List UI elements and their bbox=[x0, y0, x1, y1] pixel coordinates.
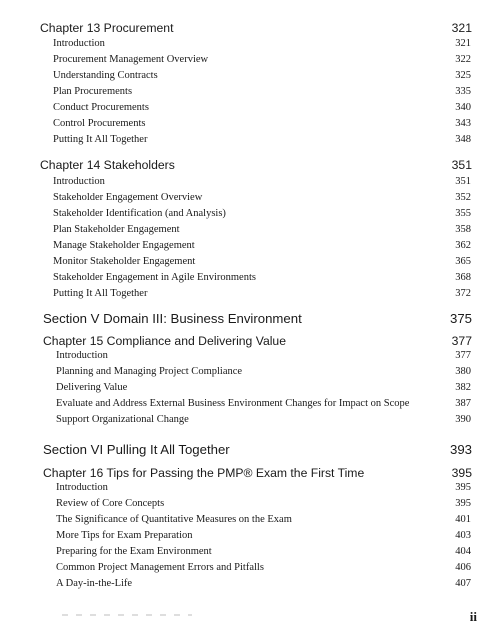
toc-entry[interactable] bbox=[53, 224, 471, 235]
toc-entry[interactable] bbox=[56, 398, 471, 409]
toc-title: Plan Stakeholder Engagement bbox=[53, 224, 180, 235]
toc-chapter-heading[interactable] bbox=[43, 334, 472, 348]
toc-page-number: 321 bbox=[451, 21, 472, 35]
toc-page-number: 382 bbox=[455, 382, 471, 393]
toc-page-number: 375 bbox=[449, 311, 472, 326]
toc-title: Plan Procurements bbox=[53, 86, 133, 97]
toc-page-number: 407 bbox=[455, 578, 471, 589]
toc-title: Stakeholder Engagement in Agile Environments bbox=[53, 272, 256, 283]
toc-page-number: 403 bbox=[455, 530, 471, 541]
toc-title: Preparing for the Exam Environment bbox=[56, 546, 212, 557]
footer-smudge bbox=[62, 614, 192, 616]
toc-title: Delivering Value bbox=[56, 382, 128, 393]
toc-entry[interactable] bbox=[56, 514, 471, 525]
toc-title: Planning and Managing Project Compliance bbox=[56, 366, 243, 377]
toc-chapter-heading[interactable] bbox=[40, 21, 472, 35]
toc-page-number: 358 bbox=[455, 224, 471, 235]
toc-title: Monitor Stakeholder Engagement bbox=[53, 256, 196, 267]
toc-title: Section V Domain III: Business Environment bbox=[43, 311, 302, 326]
toc-entry[interactable] bbox=[56, 578, 471, 589]
toc-page-number: 351 bbox=[451, 158, 472, 172]
toc-entry[interactable] bbox=[53, 272, 471, 283]
toc-page-number: 387 bbox=[455, 398, 471, 409]
toc-entry[interactable] bbox=[53, 288, 471, 299]
toc-page-number: 343 bbox=[455, 118, 471, 129]
toc-entry[interactable] bbox=[53, 38, 471, 49]
toc-title: Introduction bbox=[56, 482, 108, 493]
page-number: ii bbox=[469, 609, 477, 624]
toc-entry[interactable] bbox=[53, 86, 471, 97]
toc-entry[interactable] bbox=[53, 118, 471, 129]
toc-title: Stakeholder Engagement Overview bbox=[53, 192, 203, 203]
toc-page-number: 325 bbox=[455, 70, 471, 81]
toc-section-heading[interactable] bbox=[43, 311, 472, 326]
toc-title: Section VI Pulling It All Together bbox=[43, 442, 230, 457]
toc-title: Putting It All Together bbox=[53, 288, 148, 299]
toc-page-number: 390 bbox=[455, 414, 471, 425]
toc-entry[interactable] bbox=[56, 350, 471, 361]
toc-entry[interactable] bbox=[53, 176, 471, 187]
toc-title: Review of Core Concepts bbox=[56, 498, 165, 509]
toc-title: The Significance of Quantitative Measures on the Exam bbox=[56, 514, 292, 525]
toc-page-number: 395 bbox=[455, 482, 471, 493]
toc-entry[interactable] bbox=[53, 208, 471, 219]
toc-entry[interactable] bbox=[56, 562, 471, 573]
toc-section-heading[interactable] bbox=[43, 442, 472, 457]
toc-page-number: 377 bbox=[455, 350, 471, 361]
toc-title: Chapter 13 Procurement bbox=[40, 21, 174, 35]
toc-title: Evaluate and Address External Business Environment Changes for Impact on Scope bbox=[56, 398, 410, 409]
toc-title: Stakeholder Identification (and Analysis) bbox=[53, 208, 226, 219]
toc-page-number: 404 bbox=[455, 546, 471, 557]
toc-title: Support Organizational Change bbox=[56, 414, 189, 425]
toc-title: Introduction bbox=[56, 350, 108, 361]
toc-entry[interactable] bbox=[53, 102, 471, 113]
toc-entry[interactable] bbox=[56, 482, 471, 493]
toc-chapter-heading[interactable] bbox=[43, 466, 472, 480]
toc-title: Control Procurements bbox=[53, 118, 146, 129]
toc-page-number: 365 bbox=[455, 256, 471, 267]
toc-entry[interactable] bbox=[56, 498, 471, 509]
toc-entry[interactable] bbox=[53, 134, 471, 145]
toc-entry[interactable] bbox=[56, 366, 471, 377]
toc-title: Introduction bbox=[53, 176, 105, 187]
toc-page-number: 321 bbox=[455, 38, 471, 49]
toc-entry[interactable] bbox=[56, 546, 471, 557]
toc-entry[interactable] bbox=[53, 192, 471, 203]
toc-entry[interactable] bbox=[56, 382, 471, 393]
toc-page-number: 348 bbox=[455, 134, 471, 145]
toc-page-number: 395 bbox=[451, 466, 472, 480]
toc-page-number: 395 bbox=[455, 498, 471, 509]
toc-title: Manage Stakeholder Engagement bbox=[53, 240, 195, 251]
toc-title: Putting It All Together bbox=[53, 134, 148, 145]
toc-page-number: 351 bbox=[455, 176, 471, 187]
toc-entry[interactable] bbox=[53, 70, 471, 81]
toc-page-number: 377 bbox=[451, 334, 472, 348]
toc-page-number: 362 bbox=[455, 240, 471, 251]
toc-title: Chapter 16 Tips for Passing the PMP® Exam the First Time bbox=[43, 466, 365, 480]
toc-entry[interactable] bbox=[53, 240, 471, 251]
toc-page-number: 401 bbox=[455, 514, 471, 525]
toc-page-number: 393 bbox=[449, 442, 472, 457]
toc-title: Conduct Procurements bbox=[53, 102, 149, 113]
toc-page-number: 406 bbox=[455, 562, 471, 573]
toc-title: Chapter 14 Stakeholders bbox=[40, 158, 175, 172]
toc-entry[interactable] bbox=[53, 256, 471, 267]
toc-entry[interactable] bbox=[56, 530, 471, 541]
toc-title: Understanding Contracts bbox=[53, 70, 158, 81]
toc-page-number: 372 bbox=[455, 288, 471, 299]
toc-title: Common Project Management Errors and Pitfalls bbox=[56, 562, 264, 573]
toc-entry[interactable] bbox=[56, 414, 471, 425]
toc-title: Introduction bbox=[53, 38, 105, 49]
toc-page-number: 322 bbox=[455, 54, 471, 65]
toc-title: Chapter 15 Compliance and Delivering Value bbox=[43, 334, 286, 348]
toc-page-number: 340 bbox=[455, 102, 471, 113]
toc-entry[interactable] bbox=[53, 54, 471, 65]
toc-page-number: 335 bbox=[455, 86, 471, 97]
toc-title: A Day-in-the-Life bbox=[56, 578, 133, 589]
toc-title: Procurement Management Overview bbox=[53, 54, 209, 65]
toc-page-number: 352 bbox=[455, 192, 471, 203]
toc-page-number: 368 bbox=[455, 272, 471, 283]
toc-chapter-heading[interactable] bbox=[40, 158, 472, 172]
toc-title: More Tips for Exam Preparation bbox=[56, 530, 193, 541]
toc-page-number: 355 bbox=[455, 208, 471, 219]
toc-page-number: 380 bbox=[455, 366, 471, 377]
